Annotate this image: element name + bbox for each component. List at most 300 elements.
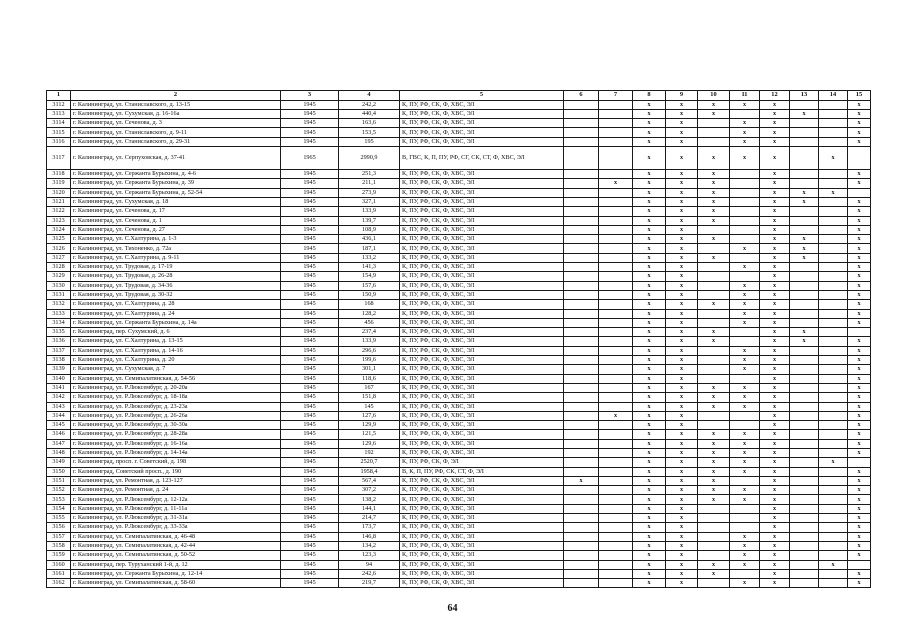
mark-cell: x xyxy=(698,179,730,188)
mark-cell xyxy=(819,448,848,457)
row-number-cell: 3156 xyxy=(47,523,71,532)
year-cell: 1945 xyxy=(281,393,339,402)
mark-cell: x xyxy=(666,235,698,244)
area-cell: 123,3 xyxy=(339,551,400,560)
row-number-cell: 3162 xyxy=(47,579,71,588)
address-cell: г. Калининград, ул. Р.Люксембург, д. 26-26а xyxy=(71,411,281,420)
mark-cell: x xyxy=(848,569,871,578)
mark-cell xyxy=(599,235,633,244)
mark-cell xyxy=(790,569,819,578)
systems-cell: К, ПУ, РФ, СК, Ф, ХВС, ЭЛ xyxy=(400,569,564,578)
table-row xyxy=(47,253,871,262)
mark-cell: x xyxy=(666,244,698,253)
mark-cell: x xyxy=(633,579,666,588)
address-cell: г. Калининград, ул. С.Халтурина, д. 20 xyxy=(71,356,281,365)
mark-cell xyxy=(564,523,599,532)
mark-cell: x xyxy=(760,216,790,225)
mark-cell: x xyxy=(848,290,871,299)
mark-cell xyxy=(599,486,633,495)
table-row xyxy=(47,225,871,234)
mark-cell: x xyxy=(848,504,871,513)
mark-cell: x xyxy=(666,448,698,457)
address-cell: г. Калининград, ул. Трудовая, д. 17-19 xyxy=(71,263,281,272)
table-row xyxy=(47,109,871,118)
mark-cell: x xyxy=(666,467,698,476)
area-cell: 141,3 xyxy=(339,263,400,272)
year-cell: 1945 xyxy=(281,430,339,439)
mark-cell: x xyxy=(730,309,760,318)
mark-cell xyxy=(564,119,599,128)
table-row xyxy=(47,579,871,588)
table-row xyxy=(47,402,871,411)
mark-cell: x xyxy=(848,467,871,476)
mark-cell: x xyxy=(633,365,666,374)
year-cell: 1945 xyxy=(281,119,339,128)
mark-cell xyxy=(790,393,819,402)
mark-cell: x xyxy=(666,225,698,234)
systems-cell: К, ПУ, РФ, СК, Ф, ХВС, ЭЛ xyxy=(400,263,564,272)
table-row xyxy=(47,272,871,281)
mark-cell: x xyxy=(666,179,698,188)
mark-cell: x xyxy=(848,579,871,588)
address-cell: г. Калининград, ул. Сержанта Бурыхина, д. 39 xyxy=(71,179,281,188)
address-cell: г. Калининград, ул. Р.Люксембург, д. 16-16а xyxy=(71,439,281,448)
mark-cell: x xyxy=(790,253,819,262)
mark-cell xyxy=(698,374,730,383)
mark-cell xyxy=(564,300,599,309)
mark-cell: x xyxy=(666,393,698,402)
mark-cell: x xyxy=(666,263,698,272)
mark-cell xyxy=(819,337,848,346)
year-cell: 1945 xyxy=(281,328,339,337)
systems-cell: К, ПУ, РФ, СК, Ф, ХВС, ЭЛ xyxy=(400,272,564,281)
area-cell: 128,2 xyxy=(339,309,400,318)
mark-cell xyxy=(730,421,760,430)
mark-cell xyxy=(564,551,599,560)
row-number-cell: 3147 xyxy=(47,439,71,448)
systems-cell: К, ПУ, РФ, СК, Ф, ХВС, ЭЛ xyxy=(400,439,564,448)
systems-cell: К, ПУ, РФ, СК, Ф, ХВС, ЭЛ xyxy=(400,402,564,411)
mark-cell: x xyxy=(848,119,871,128)
mark-cell xyxy=(698,504,730,513)
area-cell: 273,9 xyxy=(339,188,400,197)
mark-cell: x xyxy=(698,197,730,206)
mark-cell: x xyxy=(760,476,790,485)
mark-cell xyxy=(790,170,819,179)
mark-cell xyxy=(819,356,848,365)
year-cell: 1945 xyxy=(281,170,339,179)
mark-cell: x xyxy=(666,197,698,206)
mark-cell: x xyxy=(666,300,698,309)
mark-cell: x xyxy=(760,486,790,495)
row-number-cell: 3120 xyxy=(47,188,71,197)
area-cell: 2990,9 xyxy=(339,147,400,170)
systems-cell: К, ПУ, РФ, СК, Ф, ХВС, ЭЛ xyxy=(400,393,564,402)
mark-cell xyxy=(599,109,633,118)
mark-cell: x xyxy=(730,551,760,560)
mark-cell: x xyxy=(730,541,760,550)
mark-cell xyxy=(599,439,633,448)
row-number-cell: 3144 xyxy=(47,411,71,420)
systems-cell: К, ПУ, РФ, СК, Ф, ХВС, ЭЛ xyxy=(400,328,564,337)
mark-cell xyxy=(819,216,848,225)
mark-cell: x xyxy=(633,346,666,355)
address-cell: г. Калининград, ул. Сухумская, д. 16-16а xyxy=(71,109,281,118)
mark-cell xyxy=(790,216,819,225)
table-row xyxy=(47,137,871,146)
column-header: 10 xyxy=(698,91,730,101)
mark-cell: x xyxy=(698,147,730,170)
area-cell: 144,1 xyxy=(339,504,400,513)
mark-cell xyxy=(790,225,819,234)
mark-cell: x xyxy=(848,281,871,290)
mark-cell xyxy=(564,411,599,420)
mark-cell: x xyxy=(633,374,666,383)
table-row xyxy=(47,300,871,309)
mark-cell: x xyxy=(760,551,790,560)
mark-cell xyxy=(730,216,760,225)
address-cell: г. Калининград, пер. Сухумский, д. 6 xyxy=(71,328,281,337)
mark-cell xyxy=(698,365,730,374)
address-cell: г. Калининград, ул. Семипалатинская, д. 54-56 xyxy=(71,374,281,383)
systems-cell: К, ПУ, РФ, СК, Ф, ХВС, ЭЛ xyxy=(400,197,564,206)
mark-cell xyxy=(819,170,848,179)
row-number-cell: 3126 xyxy=(47,244,71,253)
year-cell: 1945 xyxy=(281,356,339,365)
column-header: 4 xyxy=(339,91,400,101)
mark-cell: x xyxy=(760,560,790,569)
mark-cell: x xyxy=(760,281,790,290)
mark-cell: x xyxy=(730,346,760,355)
mark-cell xyxy=(790,514,819,523)
area-cell: 134,2 xyxy=(339,541,400,550)
address-cell: г. Калининград, ул. Сухумская, д. 7 xyxy=(71,365,281,374)
column-header: 11 xyxy=(730,91,760,101)
mark-cell xyxy=(599,514,633,523)
mark-cell: x xyxy=(760,448,790,457)
mark-cell xyxy=(564,569,599,578)
mark-cell xyxy=(564,346,599,355)
mark-cell xyxy=(599,579,633,588)
mark-cell: x xyxy=(633,100,666,109)
mark-cell xyxy=(599,225,633,234)
column-header: 3 xyxy=(281,91,339,101)
area-cell: 145 xyxy=(339,402,400,411)
systems-cell: К, ПУ, РФ, СК, Ф, ХВС, ЭЛ xyxy=(400,235,564,244)
table-row xyxy=(47,170,871,179)
mark-cell xyxy=(564,560,599,569)
row-number-cell: 3114 xyxy=(47,119,71,128)
mark-cell xyxy=(564,356,599,365)
year-cell: 1945 xyxy=(281,309,339,318)
mark-cell xyxy=(564,458,599,467)
address-cell: г. Калининград, ул. Трудовая, д. 34-36 xyxy=(71,281,281,290)
row-number-cell: 3130 xyxy=(47,281,71,290)
mark-cell: x xyxy=(633,504,666,513)
mark-cell: x xyxy=(666,411,698,420)
mark-cell xyxy=(730,207,760,216)
row-number-cell: 3160 xyxy=(47,560,71,569)
mark-cell xyxy=(819,421,848,430)
year-cell: 1945 xyxy=(281,579,339,588)
mark-cell xyxy=(564,281,599,290)
mark-cell xyxy=(819,328,848,337)
area-cell: 133,9 xyxy=(339,337,400,346)
mark-cell xyxy=(599,504,633,513)
table-row xyxy=(47,309,871,318)
mark-cell: x xyxy=(698,458,730,467)
mark-cell xyxy=(819,272,848,281)
mark-cell xyxy=(564,216,599,225)
year-cell: 1945 xyxy=(281,551,339,560)
area-cell: 440,4 xyxy=(339,109,400,118)
mark-cell xyxy=(730,272,760,281)
mark-cell: x xyxy=(633,109,666,118)
mark-cell xyxy=(564,504,599,513)
mark-cell: x xyxy=(633,421,666,430)
mark-cell: x xyxy=(730,402,760,411)
mark-cell xyxy=(848,147,871,170)
mark-cell: x xyxy=(666,374,698,383)
column-header: 5 xyxy=(400,91,564,101)
mark-cell: x xyxy=(633,225,666,234)
row-number-cell: 3124 xyxy=(47,225,71,234)
mark-cell: x xyxy=(698,476,730,485)
row-number-cell: 3150 xyxy=(47,467,71,476)
mark-cell xyxy=(599,430,633,439)
area-cell: 138,2 xyxy=(339,495,400,504)
mark-cell xyxy=(564,318,599,327)
mark-cell: x xyxy=(760,421,790,430)
mark-cell xyxy=(599,100,633,109)
mark-cell xyxy=(790,560,819,569)
year-cell: 1945 xyxy=(281,541,339,550)
mark-cell: x xyxy=(730,495,760,504)
row-number-cell: 3135 xyxy=(47,328,71,337)
mark-cell: x xyxy=(760,393,790,402)
mark-cell: x xyxy=(633,393,666,402)
mark-cell: x xyxy=(730,263,760,272)
mark-cell: x xyxy=(730,560,760,569)
mark-cell xyxy=(698,356,730,365)
area-cell: 251,3 xyxy=(339,170,400,179)
mark-cell xyxy=(790,128,819,137)
mark-cell xyxy=(564,421,599,430)
mark-cell xyxy=(819,225,848,234)
row-number-cell: 3116 xyxy=(47,137,71,146)
table-row xyxy=(47,448,871,457)
mark-cell: x xyxy=(760,365,790,374)
mark-cell xyxy=(599,119,633,128)
column-header: 12 xyxy=(760,91,790,101)
mark-cell xyxy=(599,337,633,346)
table-row xyxy=(47,179,871,188)
mark-cell xyxy=(564,225,599,234)
mark-cell: x xyxy=(666,290,698,299)
area-cell: 199,6 xyxy=(339,356,400,365)
mark-cell: x xyxy=(633,486,666,495)
systems-cell: К, ПУ, РФ, СК, Ф, ХВС, ЭЛ xyxy=(400,119,564,128)
column-header: 1 xyxy=(47,91,71,101)
mark-cell xyxy=(564,147,599,170)
mark-cell: x xyxy=(760,346,790,355)
systems-cell: К, ПУ, РФ, СК, Ф, ХВС, ЭЛ xyxy=(400,128,564,137)
mark-cell: x xyxy=(848,411,871,420)
mark-cell: x xyxy=(848,225,871,234)
systems-cell: К, ПУ, РФ, СК, Ф, ХВС, ЭЛ xyxy=(400,281,564,290)
mark-cell xyxy=(599,272,633,281)
mark-cell: x xyxy=(730,290,760,299)
mark-cell xyxy=(730,253,760,262)
table-row xyxy=(47,504,871,513)
table-row xyxy=(47,100,871,109)
row-number-cell: 3123 xyxy=(47,216,71,225)
mark-cell: x xyxy=(633,235,666,244)
table-row xyxy=(47,541,871,550)
mark-cell: x xyxy=(848,137,871,146)
mark-cell: x xyxy=(730,365,760,374)
systems-cell: К, ПУ, РФ, СК, Ф, ХВС, ЭЛ xyxy=(400,504,564,513)
mark-cell xyxy=(564,128,599,137)
mark-cell: x xyxy=(666,383,698,392)
table-row xyxy=(47,393,871,402)
mark-cell xyxy=(819,309,848,318)
mark-cell: x xyxy=(666,356,698,365)
year-cell: 1945 xyxy=(281,197,339,206)
systems-cell: К, ПУ, РФ, СК, Ф, ХВС, ЭЛ xyxy=(400,253,564,262)
mark-cell xyxy=(819,383,848,392)
mark-cell xyxy=(819,100,848,109)
mark-cell: x xyxy=(698,170,730,179)
table-row xyxy=(47,281,871,290)
mark-cell xyxy=(564,244,599,253)
mark-cell xyxy=(599,309,633,318)
mark-cell xyxy=(698,523,730,532)
mark-cell xyxy=(564,263,599,272)
area-cell: 150,9 xyxy=(339,290,400,299)
mark-cell: x xyxy=(790,235,819,244)
address-cell: г. Калининград, ул. Сержанта Бурыхина, д. 12-14 xyxy=(71,569,281,578)
mark-cell xyxy=(564,579,599,588)
mark-cell xyxy=(599,300,633,309)
mark-cell: x xyxy=(848,318,871,327)
mark-cell xyxy=(698,272,730,281)
mark-cell xyxy=(698,346,730,355)
year-cell: 1945 xyxy=(281,560,339,569)
year-cell: 1945 xyxy=(281,523,339,532)
mark-cell xyxy=(599,207,633,216)
mark-cell xyxy=(564,486,599,495)
row-number-cell: 3153 xyxy=(47,495,71,504)
mark-cell xyxy=(564,495,599,504)
year-cell: 1945 xyxy=(281,402,339,411)
mark-cell: x xyxy=(633,356,666,365)
mark-cell: x xyxy=(666,514,698,523)
mark-cell: x xyxy=(698,430,730,439)
mark-cell: x xyxy=(819,147,848,170)
year-cell: 1945 xyxy=(281,216,339,225)
systems-cell: К, ПУ, РФ, СК, Ф, ЭЛ xyxy=(400,458,564,467)
mark-cell xyxy=(790,119,819,128)
area-cell: 214,7 xyxy=(339,514,400,523)
systems-cell: К, ПУ, РФ, СК, Ф, ХВС, ЭЛ xyxy=(400,541,564,550)
column-header: 7 xyxy=(599,91,633,101)
mark-cell: x xyxy=(666,100,698,109)
mark-cell xyxy=(848,328,871,337)
column-header: 6 xyxy=(564,91,599,101)
row-number-cell: 3159 xyxy=(47,551,71,560)
mark-cell: x xyxy=(760,263,790,272)
systems-cell: К, ПУ, РФ, СК, Ф, ХВС, ЭЛ xyxy=(400,225,564,234)
row-number-cell: 3117 xyxy=(47,147,71,170)
column-header: 14 xyxy=(819,91,848,101)
table-body xyxy=(47,100,871,588)
year-cell: 1945 xyxy=(281,128,339,137)
mark-cell: x xyxy=(848,100,871,109)
mark-cell xyxy=(730,337,760,346)
mark-cell: x xyxy=(633,170,666,179)
mark-cell xyxy=(790,411,819,420)
mark-cell xyxy=(564,467,599,476)
mark-cell xyxy=(790,579,819,588)
table-row xyxy=(47,328,871,337)
area-cell: 151,8 xyxy=(339,393,400,402)
mark-cell: x xyxy=(730,448,760,457)
mark-cell: x xyxy=(666,504,698,513)
mark-cell: x xyxy=(848,128,871,137)
systems-cell: К, ПУ, РФ, СК, Ф, ХВС, ЭЛ xyxy=(400,179,564,188)
mark-cell: x xyxy=(760,430,790,439)
systems-cell: К, ПУ, РФ, СК, Ф, ХВС, ЭЛ xyxy=(400,290,564,299)
systems-cell: К, ПУ, РФ, СК, Ф, ХВС, ЭЛ xyxy=(400,374,564,383)
mark-cell: x xyxy=(730,579,760,588)
mark-cell xyxy=(819,495,848,504)
row-number-cell: 3158 xyxy=(47,541,71,550)
mark-cell: x xyxy=(848,356,871,365)
mark-cell: x xyxy=(730,137,760,146)
table-row xyxy=(47,290,871,299)
address-cell: г. Калининград, ул. Р.Люксембург, д. 31-31а xyxy=(71,514,281,523)
systems-cell: К, ПУ, РФ, СК, Ф, ХВС, ЭЛ xyxy=(400,300,564,309)
row-number-cell: 3157 xyxy=(47,532,71,541)
year-cell: 1945 xyxy=(281,467,339,476)
area-cell: 133,9 xyxy=(339,207,400,216)
mark-cell xyxy=(564,188,599,197)
year-cell: 1945 xyxy=(281,514,339,523)
mark-cell: x xyxy=(760,523,790,532)
mark-cell xyxy=(564,374,599,383)
systems-cell: К, ПУ, РФ, СК, Ф, ХВС, ЭЛ xyxy=(400,514,564,523)
area-cell: 163,6 xyxy=(339,119,400,128)
mark-cell xyxy=(698,137,730,146)
row-number-cell: 3142 xyxy=(47,393,71,402)
mark-cell xyxy=(790,476,819,485)
column-header: 13 xyxy=(790,91,819,101)
mark-cell: x xyxy=(666,439,698,448)
mark-cell: x xyxy=(633,430,666,439)
mark-cell xyxy=(599,523,633,532)
mark-cell xyxy=(790,374,819,383)
row-number-cell: 3145 xyxy=(47,421,71,430)
mark-cell: x xyxy=(760,119,790,128)
mark-cell xyxy=(819,253,848,262)
mark-cell: x xyxy=(633,290,666,299)
mark-cell xyxy=(564,253,599,262)
year-cell: 1945 xyxy=(281,458,339,467)
year-cell: 1945 xyxy=(281,300,339,309)
mark-cell xyxy=(698,318,730,327)
table-row xyxy=(47,523,871,532)
